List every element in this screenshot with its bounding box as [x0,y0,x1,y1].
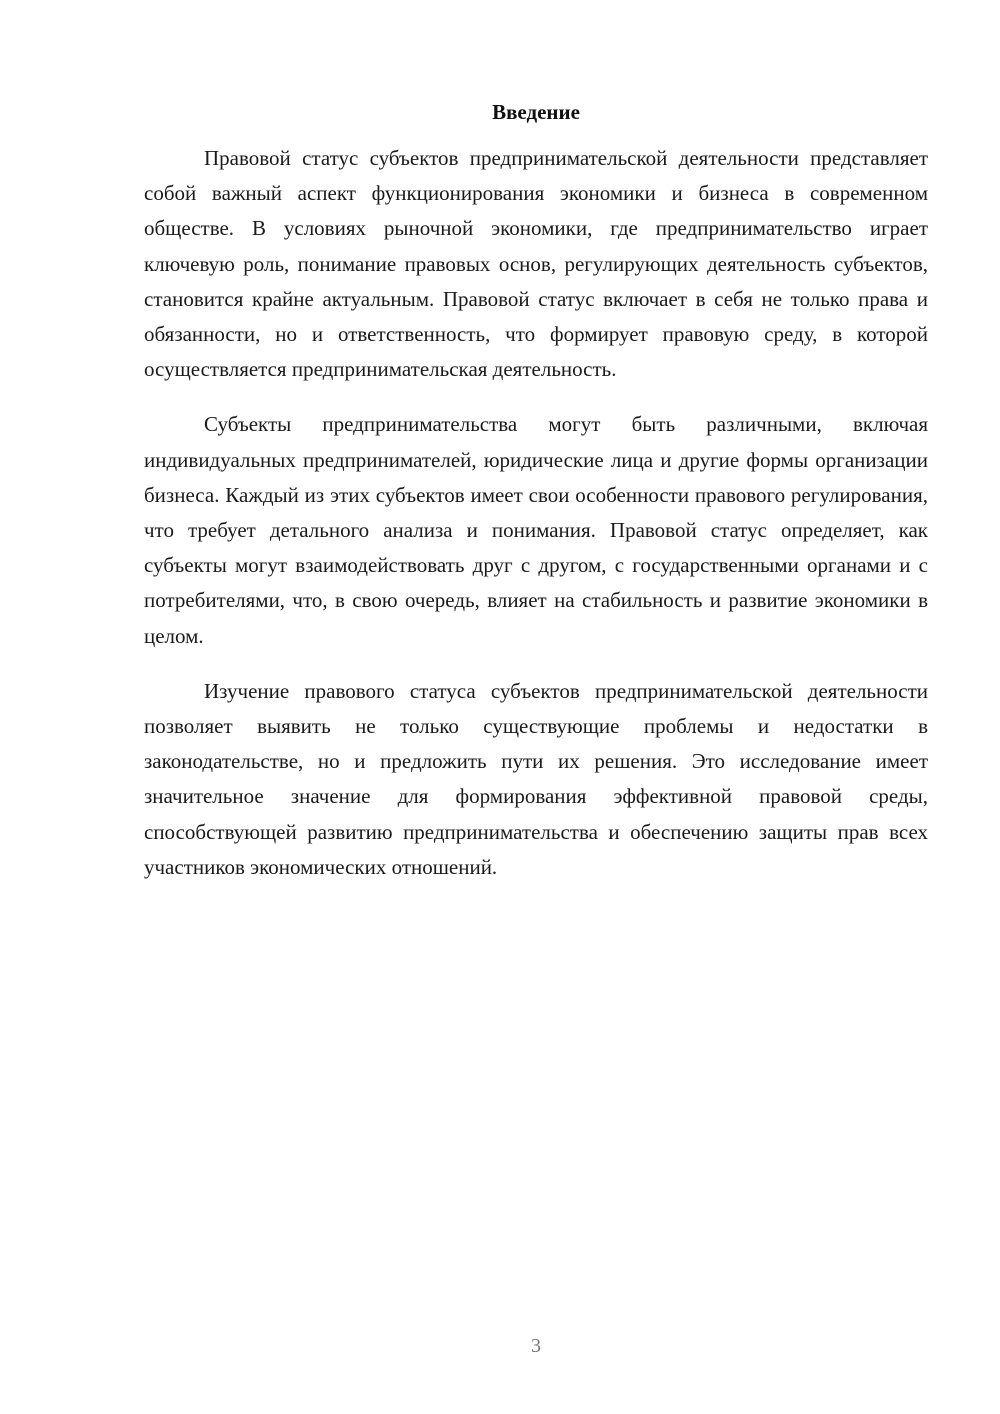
section-heading: Введение [492,100,580,124]
body-text [144,141,928,905]
paragraph-2: Субъекты предпринимательства могут быть различными, включая индивидуальных предпринимателей, юридические лица и другие формы организации бизнеса. Каждый из этих субъектов имеет свои особенности правового регулирования, что требует детального анализа и понимания. Правовой статус определяет, как субъекты могут взаимодействовать друг с другом, с государственными органами и с потребителями, что, в свою очередь, влияет на стабильность и развитие экономики в целом. [144,412,928,648]
paragraph-3: Изучение правового статуса субъектов предпринимательской деятельности позволяет выявить не только существующие проблемы и недостатки в законодательстве, но и предложить пути их решения. Это исследование имеет значительное значение для формирования эффективной правовой среды, способствующей развитию предпринимательства и обеспечению защиты прав всех участников экономических отношений. [144,678,928,879]
paragraph-1: Правовой статус субъектов предпринимательской деятельности представляет собой важный аспект функционирования экономики и бизнеса в современном обществе. В условиях рыночной экономики, где предпринимательство играет ключевую роль, понимание правовых основ, регулирующих деятельность субъектов, становится крайне актуальным. Правовой статус включает в себя не только права и обязанности, но и ответственность, что формирует правовую среду, в которой осуществляется предпринимательская деятельность. [144,146,928,382]
page-number: 3 [531,1335,541,1357]
